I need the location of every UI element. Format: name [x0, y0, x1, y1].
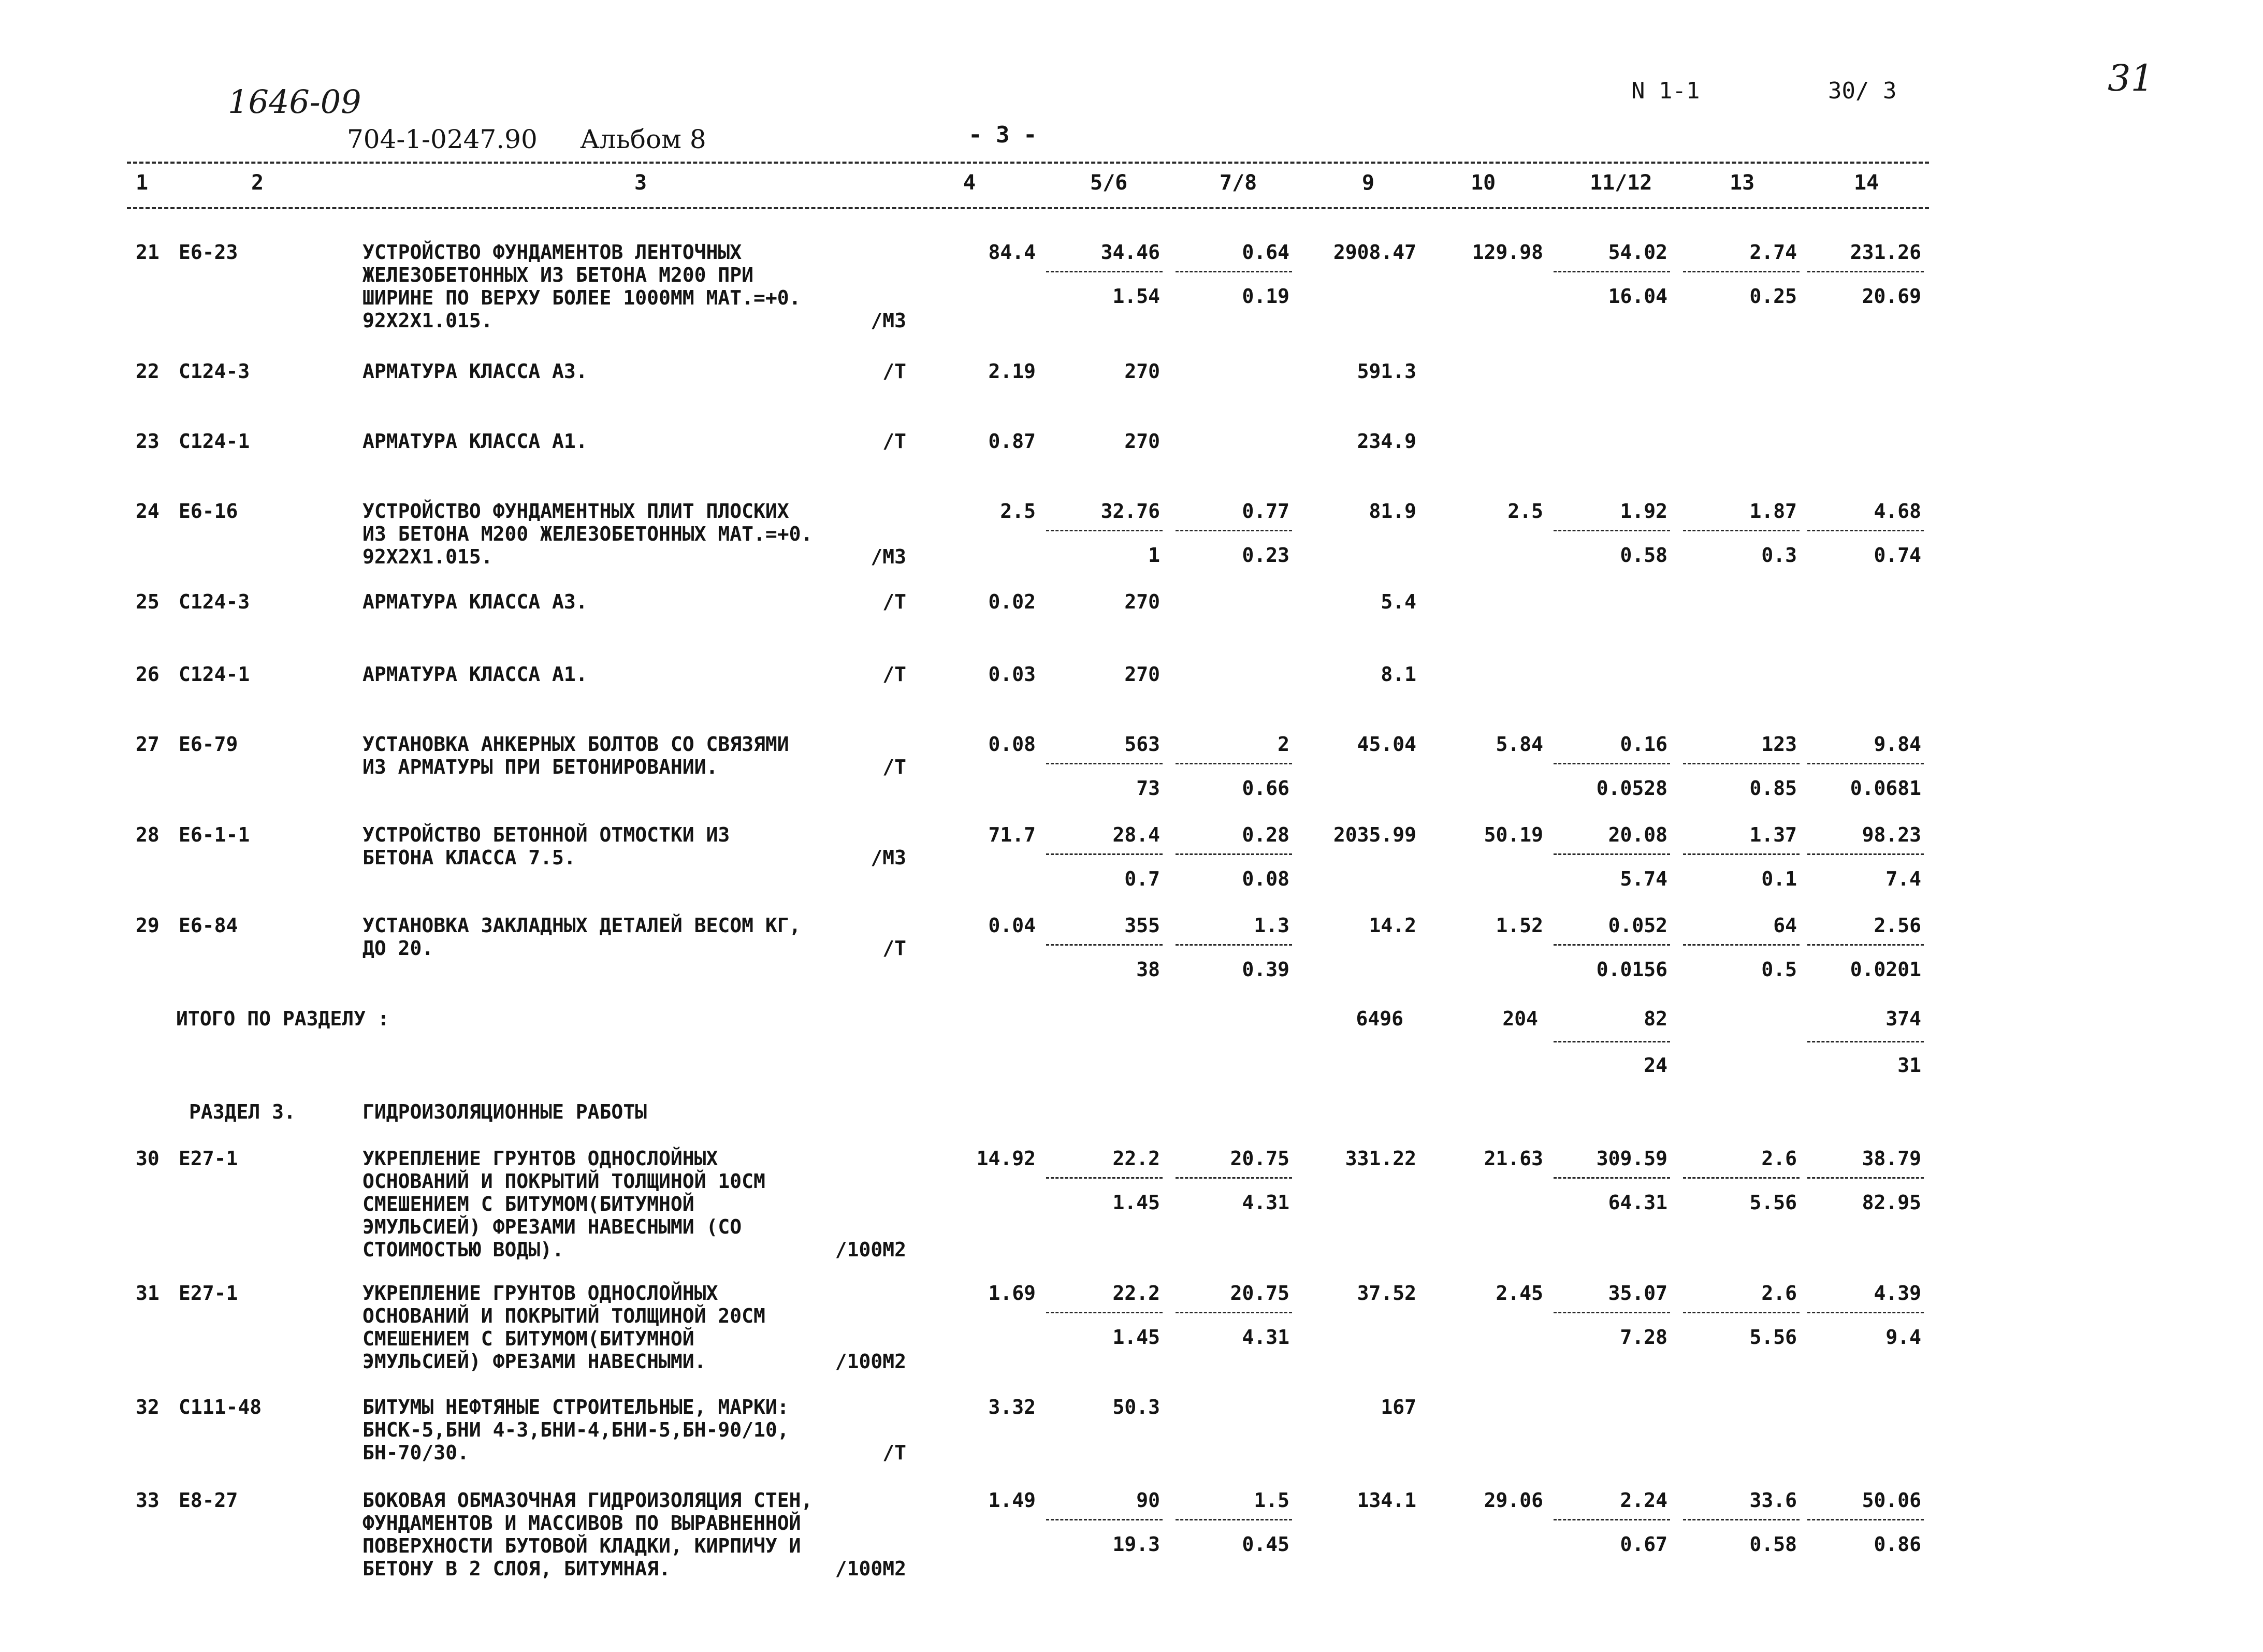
section-title: ГИДРОИЗОЛЯЦИОННЫЕ РАБОТЫ: [362, 1100, 647, 1123]
row-c14b: 0.86: [1874, 1533, 1921, 1556]
total-col9: 6496: [1356, 1007, 1403, 1030]
fraction-rule: [1683, 1177, 1800, 1179]
row-c13a: 1.87: [1749, 500, 1797, 523]
row-c13a: 33.6: [1749, 1489, 1797, 1512]
row-c13a: 1.37: [1749, 823, 1797, 846]
row-c56a: 32.76: [1100, 500, 1160, 523]
header-rule-top: [127, 162, 1929, 164]
row-col10: 5.84: [1496, 733, 1543, 756]
row-c56a: 22.2: [1112, 1147, 1160, 1170]
sheet-number: 30/ 3: [1828, 78, 1897, 104]
row-number: 32: [136, 1396, 159, 1418]
row-c56b: 1: [1148, 544, 1160, 567]
row-c1112b: 64.31: [1608, 1191, 1667, 1214]
row-description: УКРЕПЛЕНИЕ ГРУНТОВ ОДНОСЛОЙНЫХ ОСНОВАНИЙ И ПОКРЫТИЙ ТОЛЩИНОЙ 20СМ СМЕШЕНИЕМ С БИТУМОМ(БИТУМНОЙ ЭМУЛЬСИЕЙ) ФРЕЗАМИ НАВЕСНЫМИ.: [362, 1282, 765, 1373]
row-description: УСТРОЙСТВО БЕТОННОЙ ОТМОСТКИ ИЗ БЕТОНА КЛАССА 7.5.: [362, 823, 730, 869]
row-c14a: 38.79: [1862, 1147, 1921, 1170]
row-c56b: 1.54: [1112, 285, 1160, 308]
row-number: 29: [136, 914, 159, 937]
row-code: E6-23: [179, 241, 238, 264]
fraction-rule: [1046, 530, 1163, 531]
row-c78b: 0.45: [1242, 1533, 1289, 1556]
row-col9: 81.9: [1369, 500, 1416, 523]
col-header-14: 14: [1854, 171, 1879, 195]
row-col9: 591.3: [1357, 360, 1416, 383]
row-c13b: 0.58: [1749, 1533, 1797, 1556]
row-c56a: 28.4: [1112, 823, 1160, 846]
row-code: С124-1: [179, 430, 250, 453]
row-c13a: 64: [1773, 914, 1797, 937]
row-c14b: 9.4: [1885, 1326, 1921, 1349]
fraction-rule: [1176, 944, 1292, 946]
row-unit: /М3: [871, 309, 906, 332]
row-c56a: 563: [1124, 733, 1160, 756]
row-col10: 21.63: [1484, 1147, 1543, 1170]
row-code: E8-27: [179, 1489, 238, 1512]
handwritten-doc-code: 1646-09: [228, 83, 361, 121]
row-c1112a: 2.24: [1620, 1489, 1667, 1512]
fraction-rule: [1176, 1312, 1292, 1313]
row-c1112b: 7.28: [1620, 1326, 1667, 1349]
row-c56a: 355: [1124, 914, 1160, 937]
row-number: 24: [136, 500, 159, 523]
row-c78b: 4.31: [1242, 1326, 1289, 1349]
row-code: С124-3: [179, 590, 250, 613]
fraction-rule: [1807, 763, 1924, 764]
row-code: E27-1: [179, 1147, 238, 1170]
row-c78a: 2: [1278, 733, 1289, 756]
row-col9: 331.22: [1345, 1147, 1416, 1170]
col-header-9: 9: [1362, 171, 1375, 195]
row-unit: /М3: [871, 545, 906, 568]
row-c56a: 22.2: [1112, 1282, 1160, 1305]
row-c1112a: 1.92: [1620, 500, 1667, 523]
fraction-rule: [1807, 1177, 1924, 1179]
total-col14-top: 374: [1885, 1007, 1921, 1030]
total-col11-12-bottom: 24: [1644, 1054, 1667, 1077]
row-c14a: 231.26: [1850, 241, 1921, 264]
row-code: С124-1: [179, 663, 250, 686]
row-number: 27: [136, 733, 159, 756]
fraction-rule: [1176, 530, 1292, 531]
fraction-rule: [1554, 763, 1670, 764]
fraction-rule: [1683, 530, 1800, 531]
row-c13a: 2.6: [1761, 1147, 1797, 1170]
row-number: 25: [136, 590, 159, 613]
col-header-13: 13: [1730, 171, 1755, 195]
col-header-4: 4: [963, 171, 976, 195]
fraction-rule: [1807, 1519, 1924, 1520]
row-number: 33: [136, 1489, 159, 1512]
row-c56b: 73: [1136, 777, 1160, 800]
row-c13b: 0.25: [1749, 285, 1797, 308]
row-col4: 71.7: [988, 823, 1036, 846]
project-code: 704-1-0247.90: [347, 124, 538, 154]
row-unit: /Т: [882, 937, 906, 960]
row-c1112b: 5.74: [1620, 867, 1667, 890]
row-c1112a: 35.07: [1608, 1282, 1667, 1305]
handwritten-page-number: 31: [2108, 57, 2154, 99]
fraction-rule: [1046, 1312, 1163, 1313]
row-col4: 0.04: [988, 914, 1036, 937]
row-c14a: 4.68: [1874, 500, 1921, 523]
row-c78a: 1.3: [1254, 914, 1289, 937]
row-unit: /Т: [882, 360, 906, 383]
row-c56b: 19.3: [1112, 1533, 1160, 1556]
row-unit: /М3: [871, 846, 906, 869]
row-col4: 0.02: [988, 590, 1036, 613]
row-code: E6-79: [179, 733, 238, 756]
row-number: 23: [136, 430, 159, 453]
row-description: АРМАТУРА КЛАССА А1.: [362, 663, 588, 686]
row-c56a: 34.46: [1100, 241, 1160, 264]
fraction-rule: [1683, 944, 1800, 946]
row-c78a: 0.64: [1242, 241, 1289, 264]
fraction-rule: [1046, 944, 1163, 946]
row-col9: 2908.47: [1333, 241, 1416, 264]
row-c56a: 50.3: [1112, 1396, 1160, 1418]
fraction-rule: [1046, 853, 1163, 855]
total-col10: 204: [1502, 1007, 1538, 1030]
row-c1112b: 0.67: [1620, 1533, 1667, 1556]
row-c1112a: 20.08: [1608, 823, 1667, 846]
row-c1112a: 0.052: [1608, 914, 1667, 937]
row-c56a: 270: [1124, 590, 1160, 613]
row-c78b: 0.23: [1242, 544, 1289, 567]
page-marker: - 3 -: [968, 122, 1037, 148]
col-header-3: 3: [634, 171, 647, 195]
row-number: 21: [136, 241, 159, 264]
row-c13b: 5.56: [1749, 1326, 1797, 1349]
row-c56b: 1.45: [1112, 1326, 1160, 1349]
row-col10: 2.5: [1507, 500, 1543, 523]
fraction-rule: [1554, 1177, 1670, 1179]
row-col10: 2.45: [1496, 1282, 1543, 1305]
total-label: ИТОГО ПО РАЗДЕЛУ :: [176, 1007, 389, 1030]
col-header-7-8: 7/8: [1220, 171, 1257, 195]
row-c14b: 82.95: [1862, 1191, 1921, 1214]
row-c14b: 0.0201: [1850, 958, 1921, 981]
total-col11-12-rule: [1554, 1041, 1670, 1042]
row-c56a: 90: [1136, 1489, 1160, 1512]
fraction-rule: [1807, 271, 1924, 272]
row-description: БОКОВАЯ ОБМАЗОЧНАЯ ГИДРОИЗОЛЯЦИЯ СТЕН, ФУНДАМЕНТОВ И МАССИВОВ ПО ВЫРАВНЕННОЙ ПОВЕРХНОСТИ БУТОВОЙ КЛАДКИ, КИРПИЧУ И БЕТОНУ В 2 СЛОЯ, БИТУМНАЯ.: [362, 1489, 813, 1580]
row-col4: 2.5: [1000, 500, 1036, 523]
row-c14b: 0.74: [1874, 544, 1921, 567]
row-code: E27-1: [179, 1282, 238, 1305]
row-col9: 5.4: [1381, 590, 1416, 613]
fraction-rule: [1046, 1177, 1163, 1179]
row-description: УСТРОЙСТВО ФУНДАМЕНТНЫХ ПЛИТ ПЛОСКИХ ИЗ БЕТОНА М200 ЖЕЛЕЗОБЕТОННЫХ МАТ.=+0. 92Х2Х1.015.: [362, 500, 813, 568]
row-col10: 29.06: [1484, 1489, 1543, 1512]
row-c1112a: 0.16: [1620, 733, 1667, 756]
row-c13a: 2.6: [1761, 1282, 1797, 1305]
row-col4: 3.32: [988, 1396, 1036, 1418]
fraction-rule: [1046, 271, 1163, 272]
row-description: БИТУМЫ НЕФТЯНЫЕ СТРОИТЕЛЬНЫЕ, МАРКИ: БНСК-5,БНИ 4-3,БНИ-4,БНИ-5,БН-90/10, БН-70/30.: [362, 1396, 789, 1464]
row-c14a: 2.56: [1874, 914, 1921, 937]
row-c78b: 0.39: [1242, 958, 1289, 981]
col-header-1: 1: [136, 171, 149, 195]
fraction-rule: [1176, 271, 1292, 272]
fraction-rule: [1176, 763, 1292, 764]
row-number: 28: [136, 823, 159, 846]
row-col4: 0.87: [988, 430, 1036, 453]
row-description: УСТАНОВКА ЗАКЛАДНЫХ ДЕТАЛЕЙ ВЕСОМ КГ, ДО 20.: [362, 914, 801, 960]
row-code: E6-84: [179, 914, 238, 937]
row-c13b: 0.85: [1749, 777, 1797, 800]
row-number: 31: [136, 1282, 159, 1305]
fraction-rule: [1176, 1177, 1292, 1179]
row-c56b: 38: [1136, 958, 1160, 981]
row-col4: 0.03: [988, 663, 1036, 686]
row-col10: 1.52: [1496, 914, 1543, 937]
sheet-reference: N 1-1: [1631, 78, 1700, 104]
header-rule-bottom: [127, 207, 1929, 209]
total-col14-bottom: 31: [1897, 1054, 1921, 1077]
row-code: С124-3: [179, 360, 250, 383]
fraction-rule: [1807, 944, 1924, 946]
row-c13b: 0.1: [1761, 867, 1797, 890]
fraction-rule: [1046, 763, 1163, 764]
row-unit: /100М2: [835, 1557, 906, 1580]
col-header-10: 10: [1471, 171, 1496, 195]
row-unit: /Т: [882, 590, 906, 613]
fraction-rule: [1554, 530, 1670, 531]
row-col9: 234.9: [1357, 430, 1416, 453]
row-c14b: 7.4: [1885, 867, 1921, 890]
fraction-rule: [1554, 853, 1670, 855]
row-code: E6-16: [179, 500, 238, 523]
row-c1112a: 309.59: [1596, 1147, 1667, 1170]
row-c56b: 0.7: [1124, 867, 1160, 890]
total-col14-rule: [1807, 1041, 1924, 1042]
row-col9: 14.2: [1369, 914, 1416, 937]
col-header-2: 2: [251, 171, 264, 195]
row-c14a: 9.84: [1874, 733, 1921, 756]
row-c78b: 0.08: [1242, 867, 1289, 890]
row-c13a: 2.74: [1749, 241, 1797, 264]
row-description: УКРЕПЛЕНИЕ ГРУНТОВ ОДНОСЛОЙНЫХ ОСНОВАНИЙ И ПОКРЫТИЙ ТОЛЩИНОЙ 10СМ СМЕШЕНИЕМ С БИТУМОМ(БИТУМНОЙ ЭМУЛЬСИЕЙ) ФРЕЗАМИ НАВЕСНЫМИ (СО СТОИМОСТЬЮ ВОДЫ).: [362, 1147, 765, 1261]
row-col9: 8.1: [1381, 663, 1416, 686]
fraction-rule: [1176, 853, 1292, 855]
row-col9: 37.52: [1357, 1282, 1416, 1305]
row-c78a: 20.75: [1230, 1147, 1289, 1170]
row-col9: 2035.99: [1333, 823, 1416, 846]
row-col10: 129.98: [1472, 241, 1543, 264]
row-c1112b: 0.58: [1620, 544, 1667, 567]
row-unit: /Т: [882, 663, 906, 686]
row-c78a: 20.75: [1230, 1282, 1289, 1305]
row-c1112a: 54.02: [1608, 241, 1667, 264]
row-c14a: 4.39: [1874, 1282, 1921, 1305]
row-c1112b: 0.0528: [1596, 777, 1667, 800]
fraction-rule: [1046, 1519, 1163, 1520]
row-col4: 1.49: [988, 1489, 1036, 1512]
row-description: УСТАНОВКА АНКЕРНЫХ БОЛТОВ СО СВЯЗЯМИ ИЗ АРМАТУРЫ ПРИ БЕТОНИРОВАНИИ.: [362, 733, 789, 778]
fraction-rule: [1683, 763, 1800, 764]
row-col4: 84.4: [988, 241, 1036, 264]
row-c56a: 270: [1124, 430, 1160, 453]
row-c13a: 123: [1761, 733, 1797, 756]
col-header-5-6: 5/6: [1090, 171, 1128, 195]
row-c14a: 50.06: [1862, 1489, 1921, 1512]
row-code: E6-1-1: [179, 823, 250, 846]
row-description: АРМАТУРА КЛАССА А1.: [362, 430, 588, 453]
row-c1112b: 0.0156: [1596, 958, 1667, 981]
row-c56a: 270: [1124, 360, 1160, 383]
row-col10: 50.19: [1484, 823, 1543, 846]
fraction-rule: [1554, 1519, 1670, 1520]
row-col4: 14.92: [976, 1147, 1036, 1170]
row-c1112b: 16.04: [1608, 285, 1667, 308]
section-number: РАЗДЕЛ 3.: [189, 1100, 296, 1123]
row-col4: 0.08: [988, 733, 1036, 756]
row-code: С111-48: [179, 1396, 262, 1418]
fraction-rule: [1683, 1312, 1800, 1313]
fraction-rule: [1554, 1312, 1670, 1313]
row-col9: 45.04: [1357, 733, 1416, 756]
fraction-rule: [1683, 853, 1800, 855]
row-c14b: 20.69: [1862, 285, 1921, 308]
total-col11-12-top: 82: [1644, 1007, 1667, 1030]
row-number: 26: [136, 663, 159, 686]
row-description: АРМАТУРА КЛАССА А3.: [362, 590, 588, 613]
row-c56a: 270: [1124, 663, 1160, 686]
row-c13b: 5.56: [1749, 1191, 1797, 1214]
row-c78b: 4.31: [1242, 1191, 1289, 1214]
row-col9: 167: [1381, 1396, 1416, 1418]
album-label: Альбом 8: [580, 124, 706, 154]
col-header-11-12: 11/12: [1590, 171, 1652, 195]
row-number: 30: [136, 1147, 159, 1170]
row-col4: 2.19: [988, 360, 1036, 383]
row-c78a: 1.5: [1254, 1489, 1289, 1512]
row-unit: /Т: [882, 1441, 906, 1464]
fraction-rule: [1807, 1312, 1924, 1313]
row-number: 22: [136, 360, 159, 383]
row-c14b: 0.0681: [1850, 777, 1921, 800]
row-c56b: 1.45: [1112, 1191, 1160, 1214]
row-col4: 1.69: [988, 1282, 1036, 1305]
row-unit: /100М2: [835, 1238, 906, 1261]
fraction-rule: [1683, 271, 1800, 272]
row-c78a: 0.77: [1242, 500, 1289, 523]
row-c78b: 0.19: [1242, 285, 1289, 308]
row-c13b: 0.3: [1761, 544, 1797, 567]
row-c13b: 0.5: [1761, 958, 1797, 981]
row-description: АРМАТУРА КЛАССА А3.: [362, 360, 588, 383]
row-unit: /Т: [882, 430, 906, 453]
row-unit: /Т: [882, 756, 906, 778]
fraction-rule: [1554, 271, 1670, 272]
fraction-rule: [1683, 1519, 1800, 1520]
row-c14a: 98.23: [1862, 823, 1921, 846]
fraction-rule: [1554, 944, 1670, 946]
row-description: УСТРОЙСТВО ФУНДАМЕНТОВ ЛЕНТОЧНЫХ ЖЕЛЕЗОБЕТОННЫХ ИЗ БЕТОНА М200 ПРИ ШИРИНЕ ПО ВЕРХУ БОЛЕЕ 1000ММ МАТ.=+0. 92Х2Х1.015.: [362, 241, 801, 332]
fraction-rule: [1807, 530, 1924, 531]
row-c78a: 0.28: [1242, 823, 1289, 846]
fraction-rule: [1807, 853, 1924, 855]
row-unit: /100М2: [835, 1350, 906, 1373]
fraction-rule: [1176, 1519, 1292, 1520]
row-c78b: 0.66: [1242, 777, 1289, 800]
row-col9: 134.1: [1357, 1489, 1416, 1512]
